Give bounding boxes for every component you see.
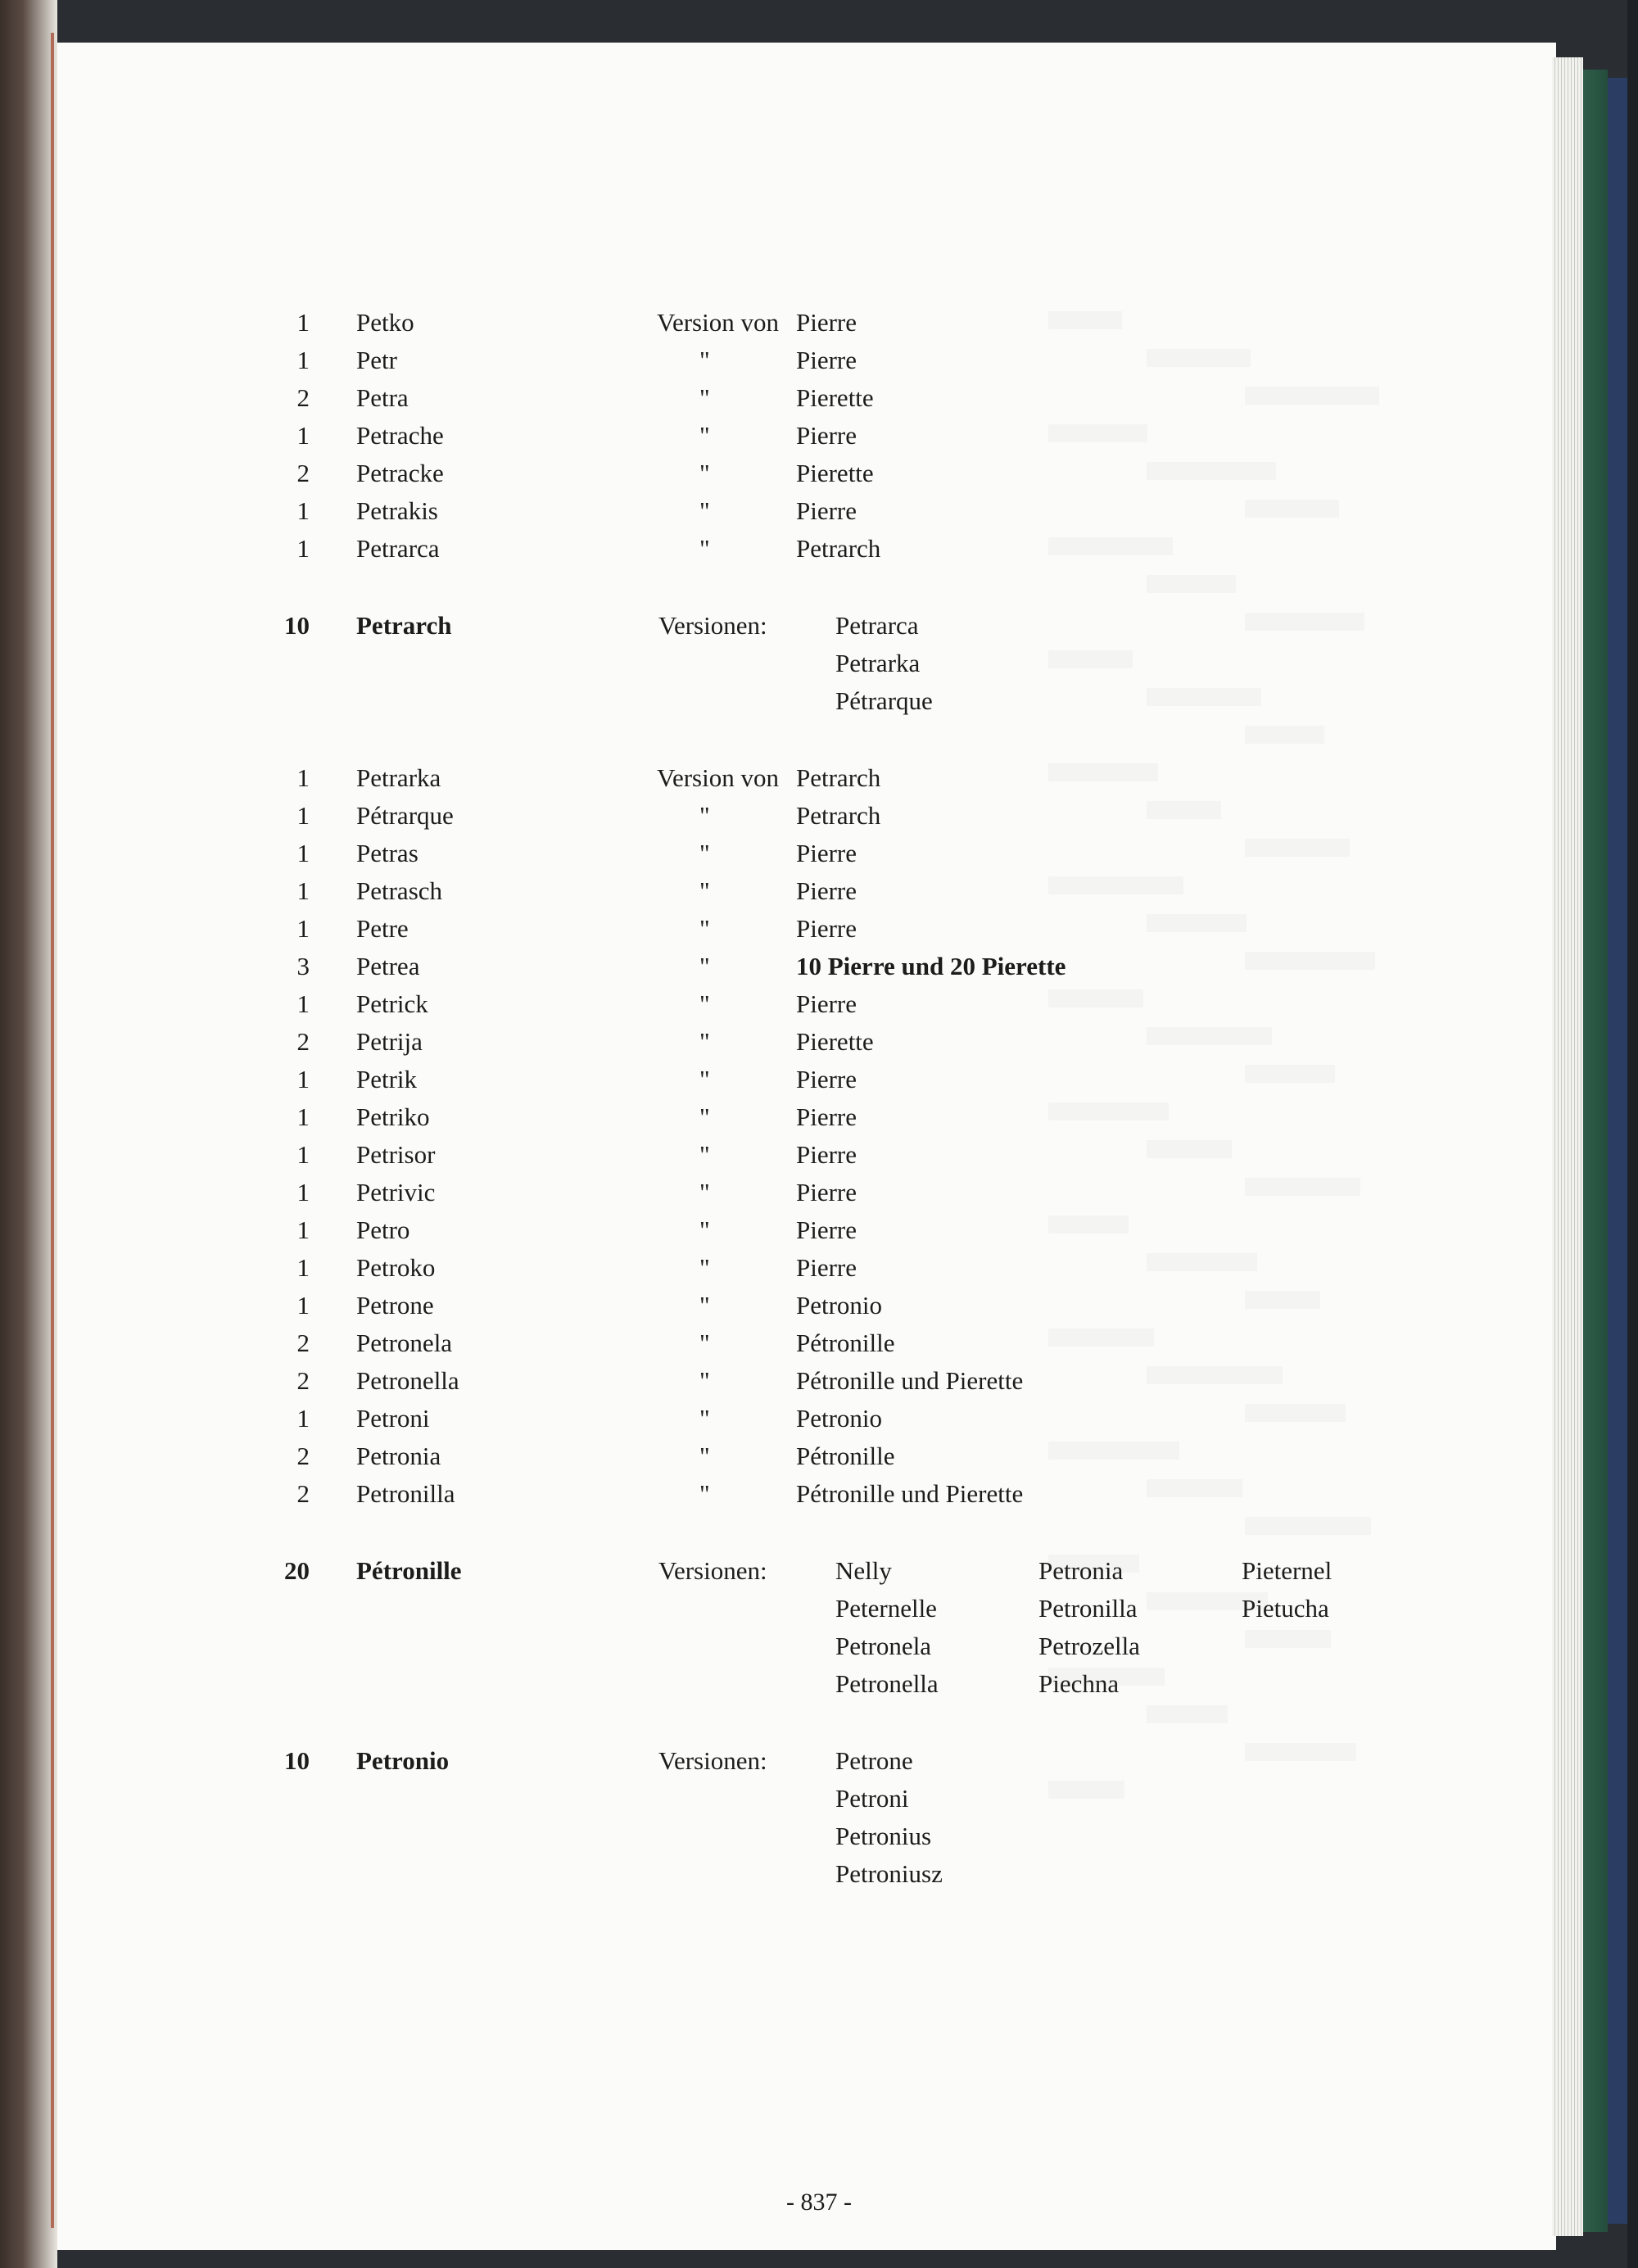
entry-count: 1 (296, 1102, 310, 1131)
entry-name: Petriko (356, 1102, 430, 1131)
version-item: Petronella (835, 1669, 939, 1698)
entry-count: 2 (296, 1479, 310, 1508)
ditto-mark: " (699, 989, 710, 1018)
entry-name: Pétrarque (356, 801, 454, 830)
entry-reference: Pierre (796, 496, 857, 525)
ditto-mark: " (699, 839, 710, 867)
ditto-mark: " (699, 1140, 710, 1169)
entry-count: 2 (296, 459, 310, 487)
entry-name: Petronela (356, 1329, 453, 1357)
ditto-mark: " (699, 534, 710, 563)
entry-reference: Pierre (796, 914, 857, 943)
entry-count: 1 (296, 1065, 310, 1093)
ditto-mark: " (699, 1479, 710, 1508)
entry-reference: Pierre (796, 1102, 857, 1131)
entry-reference: Pierre (796, 1178, 857, 1206)
entry-count: 2 (296, 1027, 310, 1056)
ditto-mark: " (699, 496, 710, 525)
entry-count: 1 (296, 989, 310, 1018)
entry-reference: Pierre (796, 346, 857, 374)
entry-count: 1 (296, 914, 310, 943)
entry-reference: Petrarch (796, 801, 881, 830)
ditto-mark: " (699, 952, 710, 980)
entry-count: 1 (296, 801, 310, 830)
ditto-mark: " (699, 1329, 710, 1357)
entry-count: 1 (296, 1291, 310, 1320)
ditto-mark: " (699, 1291, 710, 1320)
entry-count: 1 (296, 308, 310, 337)
version-item: Petroniusz (835, 1859, 943, 1888)
entry-name: Petras (356, 839, 419, 867)
entry-name: Petrik (356, 1065, 418, 1093)
ditto-mark: " (699, 1102, 710, 1131)
ditto-mark: " (699, 1253, 710, 1282)
entry-name: Petrea (356, 952, 420, 980)
book-left-edge (0, 0, 57, 2268)
entry-count: 1 (296, 1140, 310, 1169)
version-item: Petrozella (1038, 1632, 1140, 1660)
entry-reference: Petronio (796, 1404, 883, 1433)
entry-reference: Pétronille und Pierette (796, 1479, 1024, 1508)
entry-count: 2 (296, 1329, 310, 1357)
book-cover-blue (1608, 78, 1627, 2224)
ditto-mark: " (699, 346, 710, 374)
version-item: Petronela (835, 1632, 932, 1660)
entry-reference: Pierre (796, 308, 857, 337)
versions-label: Versionen: (658, 1556, 767, 1585)
entry-version-of: Version von (657, 763, 779, 792)
entry-name: Petrasch (356, 876, 443, 905)
entry-reference: Pierette (796, 383, 874, 412)
version-item: Nelly (835, 1556, 892, 1585)
entry-count: 1 (296, 1404, 310, 1433)
version-item: Petroni (835, 1784, 909, 1813)
version-item: Petronius (835, 1822, 932, 1850)
entry-name: Petrisor (356, 1140, 436, 1169)
version-item: Pietucha (1242, 1594, 1329, 1623)
entry-reference: Pierre (796, 989, 857, 1018)
entry-name: Petko (356, 308, 414, 337)
entry-version-of: Version von (657, 308, 779, 337)
entry-reference: Petrarch (796, 763, 881, 792)
page-stack-edge (1552, 57, 1583, 2236)
entry-name: Petroni (356, 1404, 430, 1433)
page-number: - 837 - (786, 2189, 852, 2216)
entry-reference: Pierre (796, 1215, 857, 1244)
entry-name: Petronia (356, 1442, 441, 1470)
entry-name: Petronilla (356, 1479, 455, 1508)
ditto-mark: " (699, 1404, 710, 1433)
entry-count: 2 (296, 1366, 310, 1395)
ditto-mark: " (699, 459, 710, 487)
page-edge-line (51, 33, 54, 2228)
ditto-mark: " (699, 383, 710, 412)
entry-count: 2 (296, 383, 310, 412)
entry-count: 1 (296, 1253, 310, 1282)
group-count: 10 (284, 1746, 310, 1775)
entry-count: 1 (296, 534, 310, 563)
ditto-mark: " (699, 876, 710, 905)
group-count: 20 (284, 1556, 310, 1585)
ditto-mark: " (699, 1215, 710, 1244)
entry-count: 1 (296, 1178, 310, 1206)
ditto-mark: " (699, 1442, 710, 1470)
entry-reference: Petrarch (796, 534, 881, 563)
version-item: Petrone (835, 1746, 913, 1775)
entry-name: Petrick (356, 989, 428, 1018)
entry-reference: 10 Pierre und 20 Pierette (796, 952, 1066, 980)
version-item: Piechna (1038, 1669, 1120, 1698)
ditto-mark: " (699, 914, 710, 943)
entry-name: Petr (356, 346, 397, 374)
entry-reference: Pierre (796, 876, 857, 905)
entry-reference: Pierette (796, 1027, 874, 1056)
group-name: Pétronille (356, 1556, 462, 1585)
entry-reference: Pierre (796, 1065, 857, 1093)
entry-reference: Pierre (796, 1253, 857, 1282)
entry-count: 1 (296, 1215, 310, 1244)
entry-name: Petra (356, 383, 409, 412)
entry-name: Petronella (356, 1366, 459, 1395)
ditto-mark: " (699, 1178, 710, 1206)
entry-name: Petracke (356, 459, 444, 487)
entry-count: 1 (296, 496, 310, 525)
version-item: Petrarca (835, 611, 919, 640)
version-item: Petrarka (835, 649, 921, 677)
entry-name: Petre (356, 914, 409, 943)
versions-label: Versionen: (658, 611, 767, 640)
ditto-mark: " (699, 421, 710, 450)
group-name: Petronio (356, 1746, 450, 1775)
entry-name: Petrarka (356, 763, 441, 792)
ditto-mark: " (699, 801, 710, 830)
entry-name: Petrija (356, 1027, 423, 1056)
entry-reference: Pierre (796, 421, 857, 450)
entry-count: 1 (296, 876, 310, 905)
entry-count: 1 (296, 346, 310, 374)
entry-count: 3 (296, 952, 310, 980)
group-count: 10 (284, 611, 310, 640)
versions-label: Versionen: (658, 1746, 767, 1775)
version-item: Petronia (1038, 1556, 1124, 1585)
ditto-mark: " (699, 1065, 710, 1093)
version-item: Peternelle (835, 1594, 937, 1623)
ditto-mark: " (699, 1027, 710, 1056)
entry-reference: Pierre (796, 1140, 857, 1169)
entry-name: Petrivic (356, 1178, 436, 1206)
entry-name: Petrache (356, 421, 444, 450)
entry-reference: Pétronille (796, 1442, 895, 1470)
version-item: Petronilla (1038, 1594, 1138, 1623)
entry-count: 1 (296, 839, 310, 867)
book-cover-dark (1627, 0, 1638, 2268)
entry-name: Petro (356, 1215, 410, 1244)
entry-name: Petroko (356, 1253, 436, 1282)
entry-reference: Pierette (796, 459, 874, 487)
book-cover-green (1583, 70, 1608, 2232)
version-item: Pieternel (1242, 1556, 1333, 1585)
entry-reference: Pierre (796, 839, 857, 867)
ditto-mark: " (699, 1366, 710, 1395)
entry-count: 2 (296, 1442, 310, 1470)
entry-reference: Pétronille und Pierette (796, 1366, 1024, 1395)
entry-reference: Pétronille (796, 1329, 895, 1357)
group-name: Petrarch (356, 611, 452, 640)
entry-count: 1 (296, 421, 310, 450)
entry-count: 1 (296, 763, 310, 792)
entry-name: Petrakis (356, 496, 438, 525)
entry-reference: Petronio (796, 1291, 883, 1320)
entry-name: Petrone (356, 1291, 434, 1320)
entry-name: Petrarca (356, 534, 440, 563)
version-item: Pétrarque (835, 686, 933, 715)
